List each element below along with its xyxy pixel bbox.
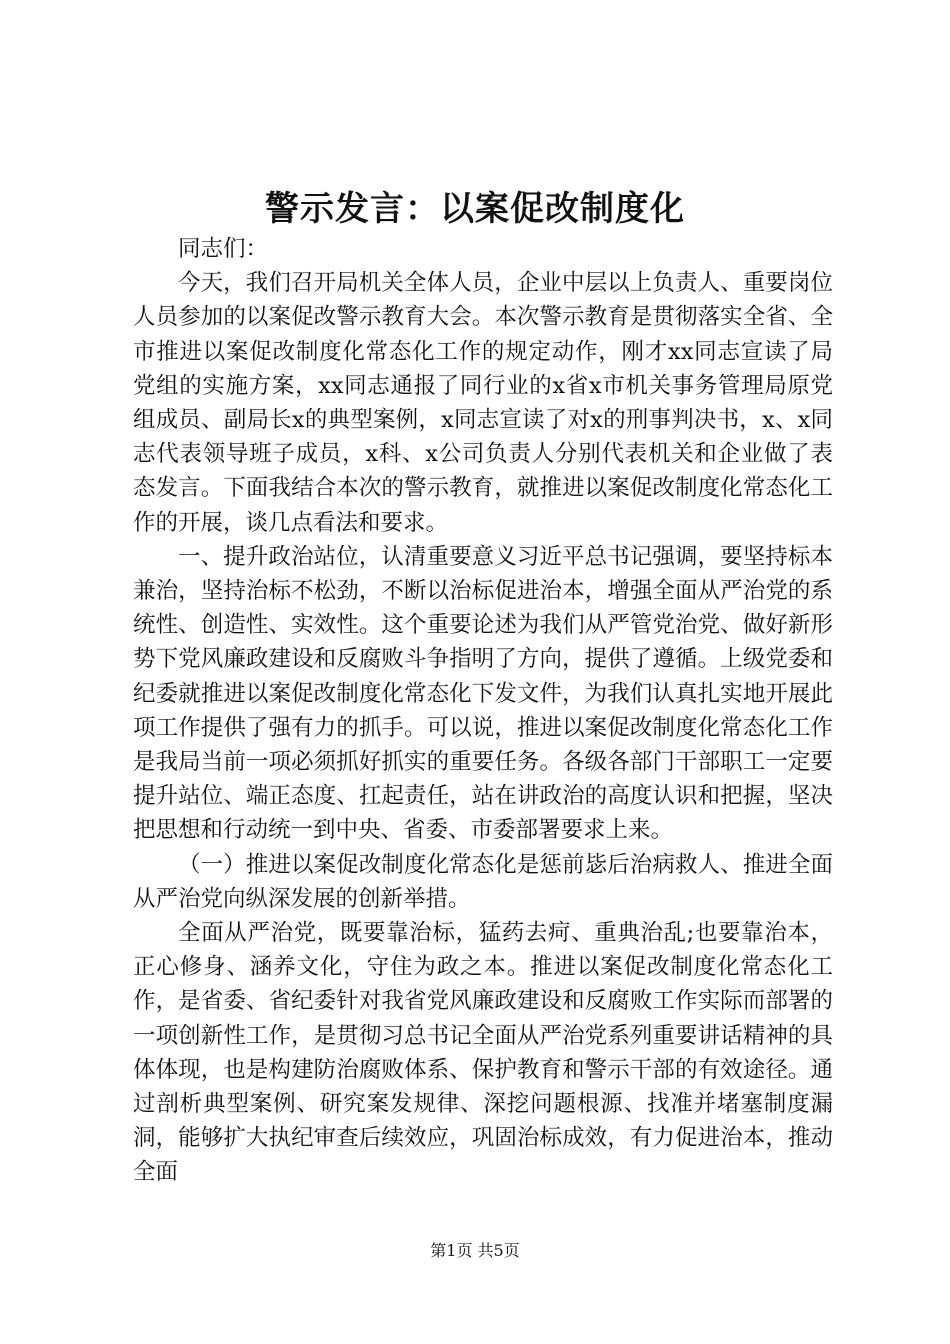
body-paragraph: 全面从严治党，既要靠治标，猛药去疴、重典治乱;也要靠治本，正心修身、涵养文化，守住为政之本。推进以案促改制度化常态化工作，是省委、省纪委针对我省党风廉政建设和反腐败工作实际而部署的一项创新性工作，是贯彻习总书记全面从严治党系列重要讲话精神的具体体现，也是构建防治腐败体系、保护教育和警示干部的有效途径。通过剖析典型案例、研究案发规律、深挖问题根源、找准并堵塞制度漏洞，能够扩大执纪审查后续效应，巩固治标成效，有力促进治本，推动全面	[133, 920, 833, 1186]
intro-paragraph: 今天，我们召开局机关全体人员，企业中层以上负责人、重要岗位人员参加的以案促改警示教育大会。本次警示教育是贯彻落实全省、全市推进以案促改制度化常态化工作的规定动作，刚才xx同志宣读了局党组的实施方案，xx同志通报了同行业的x省x市机关事务管理局原党组成员、副局长x的典型案例，x同志宣读了对x的刑事判决书，x、x同志代表领导班子成员，x科、x公司负责人分别代表机关和企业做了表态发言。下面我结合本次的警示教育，就推进以案促改制度化常态化工作的开展，谈几点看法和要求。	[133, 270, 833, 536]
document-body	[133, 232, 833, 1190]
page-number-footer: 第1页 共5页	[430, 1241, 520, 1260]
section-one-paragraph: 一、提升政治站位，认清重要意义习近平总书记强调，要坚持标本兼治，坚持治标不松劲，不断以治标促进治本，增强全面从严治党的系统性、创造性、实效性。这个重要论述为我们从严管党治党、做好新形势下党风廉政建设和反腐败斗争指明了方向，提供了遵循。上级党委和纪委就推进以案促改制度化常态化下发文件，为我们认真扎实地开展此项工作提供了强有力的抓手。可以说，推进以案促改制度化常态化工作是我局当前一项必须抓好抓实的重要任务。各级各部门干部职工一定要提升站位、端正态度、扛起责任，站在讲政治的高度认识和把握，坚决把思想和行动统一到中央、省委、市委部署要求上来。	[133, 543, 833, 844]
document-title: 警示发言：以案促改制度化	[265, 189, 685, 229]
subsection-heading-paragraph: （一）推进以案促改制度化常态化是惩前毖后治病救人、推进全面从严治党向纵深发展的创新举措。	[133, 851, 833, 912]
salutation-paragraph: 同志们：	[178, 236, 269, 262]
